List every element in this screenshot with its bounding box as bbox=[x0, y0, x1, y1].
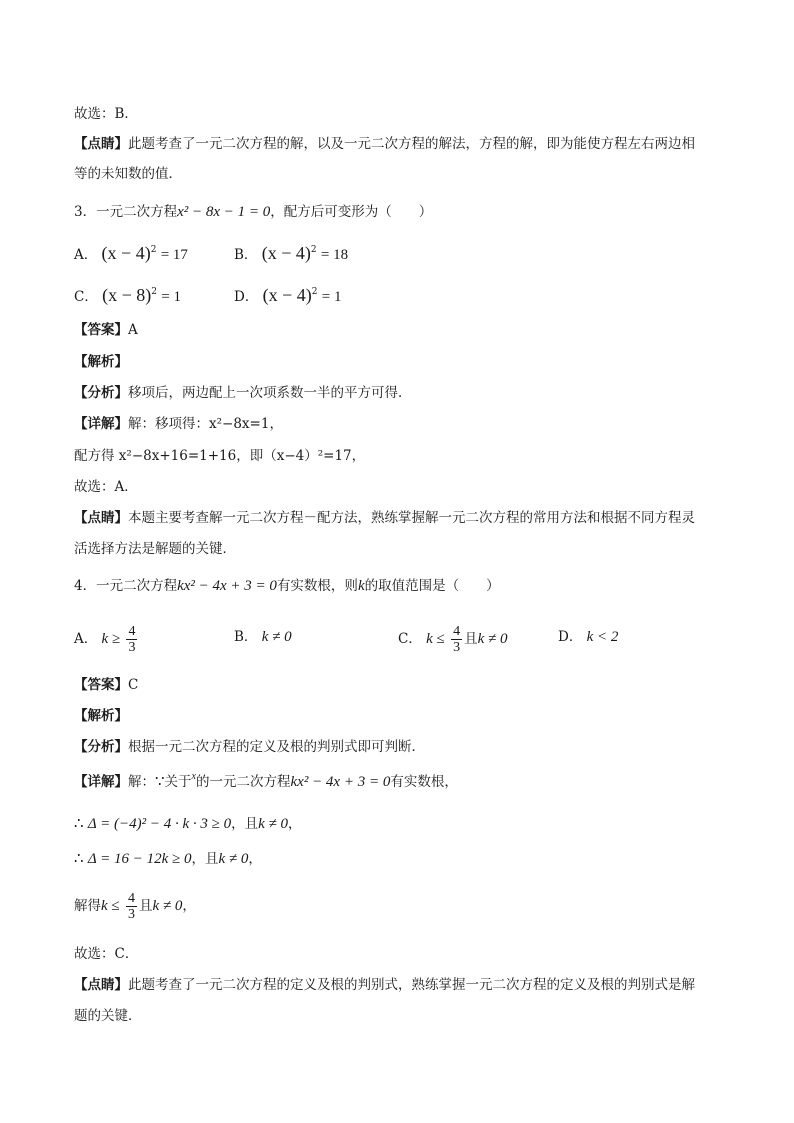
comment-text: 本题主要考查解一元二次方程－配方法，熟练掌握解一元二次方程的常用方法和根据不同方程灵 bbox=[128, 510, 695, 526]
q2-comment-line1 bbox=[74, 134, 695, 154]
option-equation-rhs: = 17 bbox=[160, 247, 188, 263]
therefore-symbol: ∴ bbox=[74, 816, 84, 832]
option-equation-base: (x − 4) bbox=[262, 285, 312, 305]
q3-comment-line2: 活选择方法是解题的关键． bbox=[74, 541, 236, 557]
because-symbol: ∵ bbox=[155, 774, 165, 790]
q4-choose: 故选：C． bbox=[74, 946, 139, 962]
option-label: C． bbox=[398, 631, 422, 647]
q4-stem-var: k bbox=[357, 578, 365, 594]
answer-value: C bbox=[128, 677, 139, 693]
option-label: D． bbox=[558, 629, 583, 645]
option-expr: k ≥ bbox=[101, 631, 121, 647]
fraction bbox=[451, 624, 462, 655]
option-label: C． bbox=[74, 289, 98, 305]
q4-step2 bbox=[74, 849, 262, 869]
option-and: 且 bbox=[464, 631, 478, 647]
step2-cond: k ≠ 0 bbox=[218, 851, 249, 867]
q3-option-b bbox=[234, 243, 348, 265]
xiangjie-equation: kx² − 4x + 3 = 0 bbox=[290, 774, 391, 790]
q3-analysis-tag bbox=[74, 352, 128, 372]
comment-tag: 【点睛】 bbox=[74, 136, 128, 152]
q4-stem bbox=[74, 576, 500, 596]
q3-fenxi bbox=[74, 383, 412, 403]
q3-comment-line1 bbox=[74, 508, 695, 528]
result-pre: 解得 bbox=[74, 898, 101, 914]
option-expr: k ≤ bbox=[426, 631, 445, 647]
answer-value: A bbox=[128, 322, 138, 338]
option-label: D． bbox=[234, 289, 259, 305]
option-expr: k < 2 bbox=[586, 629, 619, 645]
option-equation-base: (x − 4) bbox=[101, 243, 151, 263]
q4-stem-pre: 一元二次方程 bbox=[96, 578, 178, 594]
q3-stem-equation: x² − 8x − 1 = 0 bbox=[177, 204, 271, 220]
result-end: ， bbox=[182, 898, 196, 914]
option-label: B． bbox=[234, 629, 258, 645]
option-exponent: 2 bbox=[151, 287, 158, 297]
q4-comment-line2: 题的关键． bbox=[74, 1008, 142, 1024]
fenxi-tag: 【分析】 bbox=[74, 739, 128, 755]
q4-option-b bbox=[234, 627, 292, 647]
q3-choose: 故选：A． bbox=[74, 479, 138, 495]
xiangjie-post: 有实数根， bbox=[390, 774, 458, 790]
comment-tag: 【点睛】 bbox=[74, 977, 128, 993]
frac-num: 4 bbox=[128, 624, 136, 639]
q4-step1 bbox=[74, 814, 302, 834]
comment-text: 此题考查了一元二次方程的解，以及一元二次方程的解法，方程的解，即为能使方程左右两边相 bbox=[128, 136, 695, 152]
q2-choose: 故选：B． bbox=[74, 106, 138, 122]
xiangjie-tag: 【详解】 bbox=[74, 774, 128, 790]
result-cond: k ≠ 0 bbox=[152, 898, 183, 914]
analysis-tag: 【解析】 bbox=[74, 354, 128, 370]
answer-tag: 【答案】 bbox=[74, 322, 128, 338]
q2-comment-line2: 等的未知数的值． bbox=[74, 166, 182, 182]
q4-comment-line1 bbox=[74, 975, 695, 995]
option-expr: k ≠ 0 bbox=[261, 629, 292, 645]
xiangjie-about: 关于 bbox=[164, 774, 192, 790]
option-equation-base: (x − 8) bbox=[102, 285, 152, 305]
q4-option-d bbox=[558, 627, 618, 647]
frac-num: 4 bbox=[453, 624, 461, 639]
q4-result bbox=[74, 889, 196, 923]
q3-number: 3． bbox=[74, 204, 97, 220]
step2-post: ，且 bbox=[191, 851, 219, 867]
option-label: B． bbox=[234, 247, 258, 263]
frac-den: 3 bbox=[453, 640, 461, 655]
option-equation-rhs: = 1 bbox=[161, 289, 182, 305]
q3-stem-post: ，配方后可变形为（ ） bbox=[270, 204, 433, 220]
answer-tag: 【答案】 bbox=[74, 677, 128, 693]
q4-option-a bbox=[74, 624, 139, 655]
option-cond: k ≠ 0 bbox=[477, 631, 508, 647]
q3-stem-pre: 一元二次方程 bbox=[96, 204, 178, 220]
q3-option-c bbox=[74, 285, 181, 307]
fenxi-text: 根据一元二次方程的定义及根的判别式即可判断． bbox=[128, 739, 425, 755]
xiangjie-pre: 解： bbox=[128, 774, 155, 790]
fenxi-text: 移项后，两边配上一次项系数一半的平方可得． bbox=[128, 385, 412, 401]
step1-end: ， bbox=[288, 816, 302, 832]
fraction bbox=[126, 891, 137, 922]
therefore-symbol: ∴ bbox=[74, 851, 84, 867]
frac-den: 3 bbox=[127, 907, 135, 922]
step2-equation: Δ = 16 − 12k ≥ 0 bbox=[87, 851, 192, 867]
option-equation-base: (x − 4) bbox=[261, 243, 311, 263]
option-exponent: 2 bbox=[150, 245, 157, 255]
q4-xiangjie bbox=[74, 772, 458, 792]
analysis-tag: 【解析】 bbox=[74, 708, 128, 724]
q4-stem-post: 的取值范围是（ ） bbox=[364, 578, 500, 594]
q4-analysis-tag bbox=[74, 706, 128, 726]
step2-end: ， bbox=[248, 851, 262, 867]
option-equation-rhs: = 18 bbox=[320, 247, 349, 263]
xiangjie-mid: 的一元二次方程 bbox=[196, 774, 291, 790]
q4-answer bbox=[74, 675, 138, 695]
q4-stem-mid: 有实数根，则 bbox=[276, 578, 358, 594]
xiangjie-text: 解：移项得：x²−8x=1， bbox=[128, 416, 283, 432]
fenxi-tag: 【分析】 bbox=[74, 385, 128, 401]
q4-stem-equation: kx² − 4x + 3 = 0 bbox=[177, 578, 277, 594]
q4-option-c bbox=[398, 624, 507, 655]
xiangjie-tag: 【详解】 bbox=[74, 416, 128, 432]
q3-xiangjie-1 bbox=[74, 414, 283, 434]
q3-option-d bbox=[234, 285, 342, 307]
fraction bbox=[126, 624, 137, 655]
step1-equation: Δ = (−4)² − 4 · k · 3 ≥ 0 bbox=[87, 816, 232, 832]
option-exponent: 2 bbox=[311, 287, 318, 297]
xiangjie-x: x bbox=[191, 771, 196, 782]
q3-xiangjie-2: 配方得 x²−8x+16=1+16，即（x−4）²=17， bbox=[74, 448, 366, 464]
q3-answer bbox=[74, 320, 138, 340]
option-equation-rhs: = 1 bbox=[321, 289, 342, 305]
step1-post: ，且 bbox=[231, 816, 259, 832]
option-label: A． bbox=[74, 247, 98, 263]
comment-tag: 【点睛】 bbox=[74, 510, 128, 526]
option-exponent: 2 bbox=[310, 245, 317, 255]
option-label: A． bbox=[74, 631, 98, 647]
result-and: 且 bbox=[138, 898, 153, 914]
q3-option-a bbox=[74, 243, 188, 265]
frac-num: 4 bbox=[127, 891, 135, 906]
comment-text: 此题考查了一元二次方程的定义及根的判别式，熟练掌握一元二次方程的定义及根的判别式是解 bbox=[128, 977, 695, 993]
frac-den: 3 bbox=[128, 640, 136, 655]
step1-cond: k ≠ 0 bbox=[258, 816, 289, 832]
q3-stem bbox=[74, 202, 432, 222]
q4-number: 4． bbox=[74, 578, 97, 594]
q4-fenxi bbox=[74, 737, 425, 757]
result-lhs: k ≤ bbox=[101, 898, 120, 914]
